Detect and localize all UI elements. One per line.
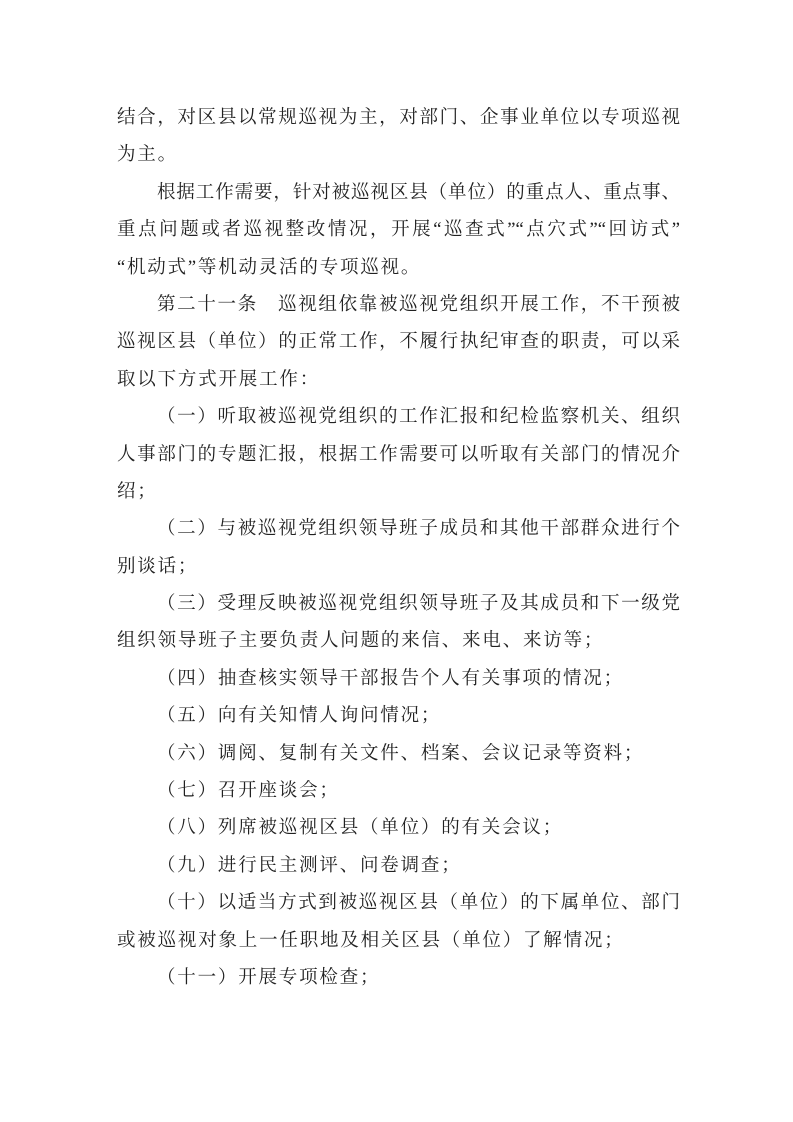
text-line: （六）调阅、复制有关文件、档案、会议记录等资料；: [157, 743, 645, 764]
text-line: （九）进行民主测评、问卷调查；: [157, 855, 462, 876]
paragraph-special-inspection: [117, 175, 680, 287]
text-line: “机动式”等机动灵活的专项巡视。: [117, 257, 422, 278]
paragraph-item-4: [117, 661, 680, 698]
text-line: 人事部门的专题汇报，根据工作需要可以听取有关部门的情况介: [117, 444, 680, 465]
text-line: 巡视区县（单位）的正常工作，不履行执纪审查的职责，可以采: [117, 332, 680, 353]
paragraph-continuation: [117, 100, 680, 175]
paragraph-item-6: [117, 736, 680, 773]
paragraph-item-8: [117, 810, 680, 847]
paragraph-item-9: [117, 848, 680, 885]
paragraph-item-10: [117, 885, 680, 960]
paragraph-item-2: [117, 511, 680, 586]
text-line: 结合，对区县以常规巡视为主，对部门、企事业单位以专项巡视: [117, 108, 680, 128]
text-line: （八）列席被巡视区县（单位）的有关会议；: [157, 818, 564, 839]
text-line: （三）受理反映被巡视党组织领导班子及其成员和下一级党: [157, 594, 680, 615]
text-line: （四）抽查核实领导干部报告个人有关事项的情况；: [157, 668, 624, 689]
text-line: （十一）开展专项检查；: [157, 967, 381, 988]
text-line: 第二十一条 巡视组依靠被巡视党组织开展工作，不干预被: [157, 294, 680, 315]
text-line: （七）召开座谈会；: [157, 781, 340, 802]
text-line: 或被巡视对象上一任职地及相关区县（单位）了解情况；: [117, 930, 625, 951]
text-line: 为主。: [117, 145, 178, 166]
text-line: 根据工作需要，针对被巡视区县（单位）的重点人、重点事、: [157, 182, 680, 203]
text-line: （十）以适当方式到被巡视区县（单位）的下属单位、部门: [157, 893, 680, 914]
text-line: 重点问题或者巡视整改情况，开展“巡查式”“点穴式”“回访式”: [117, 220, 680, 241]
text-line: 别谈话；: [117, 556, 199, 577]
text-line: 绍；: [117, 481, 158, 502]
paragraph-item-5: [117, 698, 680, 735]
paragraph-item-3: [117, 586, 680, 661]
text-line: （一）听取被巡视党组织的工作汇报和纪检监察机关、组织: [157, 407, 680, 428]
text-line: 组织领导班子主要负责人问题的来信、来电、来访等；: [117, 631, 605, 652]
text-line: （五）向有关知情人询问情况；: [157, 706, 442, 727]
paragraph-article-21: [117, 287, 680, 399]
paragraph-item-11: [117, 960, 680, 997]
paragraph-item-1: [117, 399, 680, 511]
text-line: （二）与被巡视党组织领导班子成员和其他干部群众进行个: [157, 519, 680, 540]
text-block: [117, 100, 680, 997]
text-line: 取以下方式开展工作：: [117, 369, 321, 390]
paragraph-item-7: [117, 773, 680, 810]
